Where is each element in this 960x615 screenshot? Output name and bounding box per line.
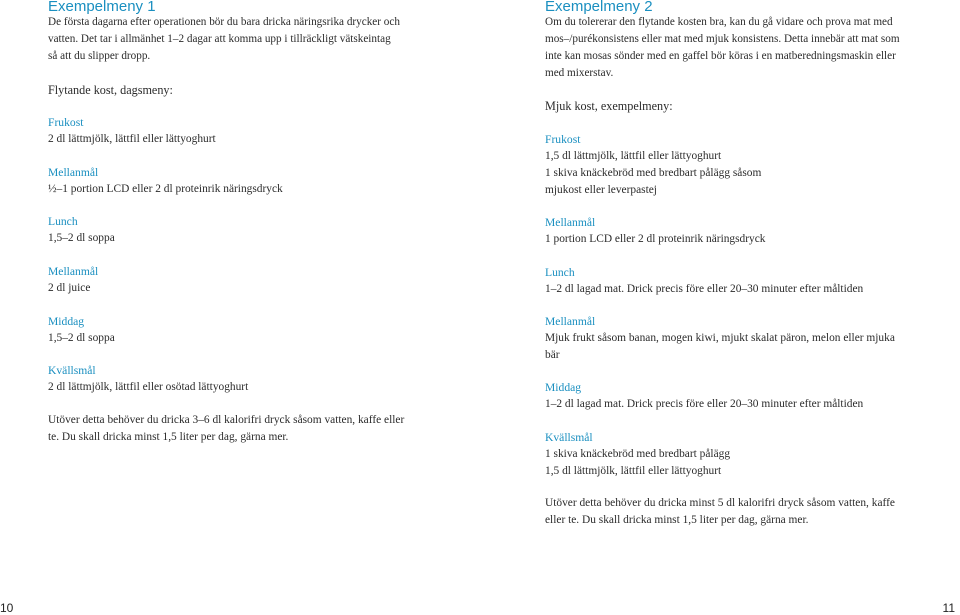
- meal-text: 1 skiva knäckebröd med bredbart pålägg: [545, 448, 731, 460]
- footer-line: te. Du skall dricka minst 1,5 liter per dag, gärna mer.: [48, 431, 289, 443]
- meal-label: Mellanmål: [545, 216, 596, 229]
- meal-text: ½–1 portion LCD eller 2 dl proteinrik näringsdryck: [48, 183, 283, 195]
- right-intro-line: mos–/purékonsistens eller mat med mjuk konsistens. Detta innebär att mat som: [545, 33, 900, 45]
- meal-label: Kvällsmål: [48, 364, 96, 377]
- meal-label: Kvällsmål: [545, 431, 593, 444]
- right-page-title: Exempelmeny 2: [545, 0, 653, 15]
- left-intro: [48, 14, 400, 65]
- right-meal-dinner: [545, 379, 920, 413]
- left-meal-breakfast: [48, 114, 423, 148]
- left-meal-lunch: [48, 213, 423, 247]
- right-meal-lunch: [545, 264, 920, 298]
- right-page: [545, 0, 925, 615]
- left-page: [48, 0, 428, 615]
- meal-text: 1 portion LCD eller 2 dl proteinrik näringsdryck: [545, 233, 766, 245]
- meal-text: 1,5–2 dl soppa: [48, 332, 115, 344]
- right-intro-line: med mixerstav.: [545, 67, 614, 79]
- left-meal-snack-2: [48, 263, 423, 297]
- left-meal-snack-1: [48, 164, 423, 198]
- meal-text: bär: [545, 349, 560, 361]
- meal-label: Mellanmål: [48, 166, 99, 179]
- meal-label: Lunch: [48, 215, 78, 228]
- left-page-title: Exempelmeny 1: [48, 0, 156, 15]
- footer-line: Utöver detta behöver du dricka 3–6 dl kalorifri dryck såsom vatten, kaffe eller: [48, 414, 405, 426]
- meal-text: 1,5–2 dl soppa: [48, 232, 115, 244]
- meal-text: 1–2 dl lagad mat. Drick precis före eller 20–30 minuter efter måltiden: [545, 283, 864, 295]
- footer-line: eller te. Du skall dricka minst 1,5 liter per dag, gärna mer.: [545, 514, 809, 526]
- meal-text: mjukost eller leverpastej: [545, 184, 657, 196]
- meal-label: Mellanmål: [48, 265, 99, 278]
- right-meal-evening: [545, 429, 920, 480]
- left-meal-evening: [48, 362, 423, 396]
- left-meal-dinner: [48, 313, 423, 347]
- meal-label: Mellanmål: [545, 315, 596, 328]
- meal-text: 2 dl lättmjölk, lättfil eller lättyoghurt: [48, 133, 216, 145]
- meal-label: Middag: [48, 315, 85, 328]
- footer-line: Utöver detta behöver du dricka minst 5 dl kalorifri dryck såsom vatten, kaffe: [545, 497, 895, 509]
- left-intro-line: vatten. Det tar i allmänhet 1–2 dagar att komma upp i tillräckligt vätskeintag: [48, 33, 391, 45]
- right-footer-note: [545, 495, 895, 529]
- meal-text: 2 dl lättmjölk, lättfil eller osötad lättyoghurt: [48, 381, 249, 393]
- meal-text: 1,5 dl lättmjölk, lättfil eller lättyoghurt: [545, 465, 722, 477]
- right-intro-line: Om du tolererar den flytande kosten bra, kan du gå vidare och prova mat med: [545, 16, 893, 28]
- right-meal-snack-2: [545, 313, 920, 364]
- left-intro-line: De första dagarna efter operationen bör du bara dricka näringsrika drycker och: [48, 16, 400, 28]
- left-footer-note: [48, 412, 404, 446]
- meal-text: 1 skiva knäckebröd med bredbart pålägg såsom: [545, 167, 762, 179]
- meal-label: Frukost: [48, 116, 84, 129]
- left-intro-line: så att du slipper dropp.: [48, 50, 151, 62]
- right-subheading: Mjuk kost, exempelmeny:: [545, 99, 673, 113]
- page-number-right: 11: [942, 601, 955, 615]
- meal-text: Mjuk frukt såsom banan, mogen kiwi, mjukt skalat päron, melon eller mjuka: [545, 332, 895, 344]
- meal-text: 2 dl juice: [48, 282, 91, 294]
- page-number-left: 10: [0, 601, 14, 615]
- meal-text: 1–2 dl lagad mat. Drick precis före eller 20–30 minuter efter måltiden: [545, 398, 864, 410]
- right-meal-breakfast: [545, 131, 920, 199]
- meal-label: Lunch: [545, 266, 575, 279]
- right-meal-snack-1: [545, 214, 920, 248]
- meal-label: Frukost: [545, 133, 581, 146]
- right-intro-line: inte kan mosas sönder med en gaffel bör köras i en matberedningsmaskin eller: [545, 50, 896, 62]
- left-subheading: Flytande kost, dagsmeny:: [48, 83, 173, 97]
- meal-label: Middag: [545, 381, 582, 394]
- meal-text: 1,5 dl lättmjölk, lättfil eller lättyoghurt: [545, 150, 722, 162]
- right-intro: [545, 14, 900, 82]
